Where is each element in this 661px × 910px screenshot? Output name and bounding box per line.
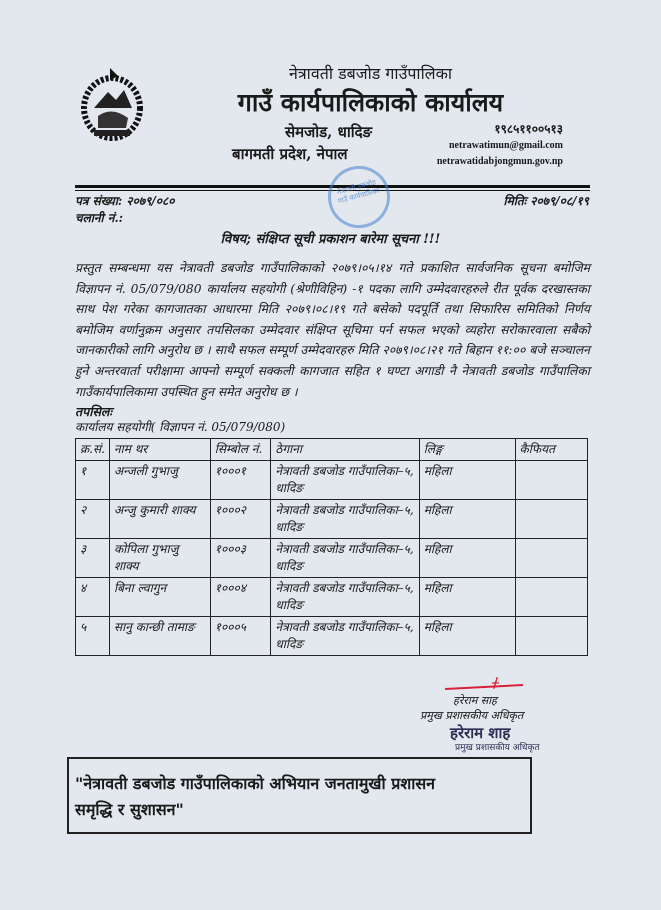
cell-name: कोपिला गुभाजु शाक्य xyxy=(109,539,210,578)
cell-gender: महिला xyxy=(419,461,515,500)
details-heading: तपसिलः xyxy=(75,404,112,420)
cell-gender: महिला xyxy=(419,539,515,578)
cell-remarks xyxy=(515,617,587,656)
cell-remarks xyxy=(515,500,587,539)
signatory-title: प्रमुख प्रशासकीय अधिकृत xyxy=(420,709,524,722)
phone-number: १९८५११००५१३ xyxy=(494,122,563,136)
motto-line-2: समृद्धि र सुशासन" xyxy=(75,800,184,819)
cell-serial: ४ xyxy=(76,578,110,617)
cell-remarks xyxy=(515,578,587,617)
signature-stroke xyxy=(445,684,523,690)
table-row xyxy=(76,539,588,578)
letter-date: मितिः २०७९/०८/१९ xyxy=(503,194,589,208)
table-caption: कार्यालय सहयोगी( विज्ञापन नं. 05/079/080) xyxy=(75,420,286,435)
dispatch-number: चलानी नं.: xyxy=(75,211,124,225)
cell-name: अन्जली गुभाजु xyxy=(109,461,210,500)
motto-box xyxy=(67,757,532,834)
cell-symbol: १०००३ xyxy=(210,539,271,578)
cell-serial: १ xyxy=(76,461,110,500)
cell-symbol: १०००१ xyxy=(210,461,271,500)
table-row xyxy=(76,617,588,656)
office-location: सेमजोड, धादिङ xyxy=(285,123,373,141)
cell-serial: ३ xyxy=(76,539,110,578)
municipality-name: नेत्रावती डबजोड गाउँपालिका xyxy=(288,64,453,83)
office-name: गाउँ कार्यपालिकाको कार्यालय xyxy=(237,88,504,117)
header-gender: लिङ्ग xyxy=(419,439,515,461)
cell-symbol: १०००४ xyxy=(210,578,271,617)
cell-address: नेत्रावती डबजोड गाउँपालिका–५, धादिङ xyxy=(271,578,419,617)
header-remarks: कैफियत xyxy=(515,439,587,461)
letter-body: प्रस्तुत सम्बन्धमा यस नेत्रावती डबजोड गाउँपालिकाको २०७९।०५।१४ गते प्रकाशित सार्वजनिक सूचना बमोजिम विज्ञापन नं. 05/079/080 कार्यालय सहयोगी (श्रेणीविहिन) -१ पदका लागि उम्मेदवारहरुले रीत पूर्वक दरखास्तका साथ पेश गरेका कागजातका आधारमा मिति २०७९।०८।१९ गते बसेको पदपूर्ति तथा सिफारिस समितिको निर्णय बमोजिम वर्णानुक्रम अनुसार तपसिलका उम्मेदवार संक्षिप्त सूचिमा पर्न सफल भएको व्यहोरा सरोकारवाला सबैको जानकारीको लागि अनुरोध छ । साथै सफल सम्पूर्ण उम्मेदवारहरु मिति २०७९।०८।२१ गते बिहान ११:०० बजे सञ्चालन हुने अन्तरवार्ता परीक्षामा आफ्नो सम्पूर्ण सक्कली कागजात सहित १ घण्टा अगाडी नै नेत्रावती डबजोड गाउँपालिका गाउँकार्यपालिकामा उपस्थित हुन समेत अनुरोध छ । xyxy=(75,261,590,399)
stamp-text: नेत्रावती डबजोड गाउँ कार्यपालिका xyxy=(336,178,381,206)
header-symbol: सिम्बोल नं. xyxy=(210,439,271,461)
cell-gender: महिला xyxy=(419,500,515,539)
cell-remarks xyxy=(515,461,587,500)
signature-mark: ᚋ xyxy=(492,675,499,691)
cell-remarks xyxy=(515,539,587,578)
cell-serial: २ xyxy=(76,500,110,539)
table-header-row xyxy=(76,439,588,461)
header-name: नाम थर xyxy=(109,439,210,461)
cell-serial: ५ xyxy=(76,617,110,656)
website: netrawatidabjongmun.gov.np xyxy=(436,156,563,167)
header-address: ठेगाना xyxy=(271,439,419,461)
office-province: बागमती प्रदेश, नेपाल xyxy=(232,145,348,163)
cell-symbol: १०००५ xyxy=(210,617,271,656)
cell-gender: महिला xyxy=(419,617,515,656)
cell-address: नेत्रावती डबजोड गाउँपालिका–५, धादिङ xyxy=(271,617,419,656)
cell-address: नेत्रावती डबजोड गाउँपालिका–५, धादिङ xyxy=(271,539,419,578)
reference-number: पत्र संख्या: २०७९/०८० xyxy=(75,194,175,208)
candidate-table xyxy=(75,438,588,656)
cell-symbol: १०००२ xyxy=(210,500,271,539)
name-stamp: हरेराम शाह xyxy=(450,724,511,742)
cell-name: सानु कान्छी तामाङ xyxy=(109,617,210,656)
office-stamp xyxy=(321,159,397,235)
letter-content xyxy=(75,258,590,656)
table-row xyxy=(76,461,588,500)
table-row xyxy=(76,578,588,617)
motto-line-1: "नेत्रावती डबजोड गाउँपालिकाको अभियान जनतामुखी प्रशासन xyxy=(75,774,436,793)
cell-address: नेत्रावती डबजोड गाउँपालिका–५, धादिङ xyxy=(271,500,419,539)
letter-subject: विषय; संक्षिप्त सूची प्रकाशन बारेमा सूचना !!! xyxy=(220,232,441,247)
cell-name: बिना ल्वागुन xyxy=(109,578,210,617)
cell-gender: महिला xyxy=(419,578,515,617)
cell-name: अन्जु कुमारी शाक्य xyxy=(109,500,210,539)
header-serial: क्र.सं. xyxy=(76,439,110,461)
signatory-name: हरेराम साह xyxy=(453,694,497,707)
title-stamp: प्रमुख प्रशासकीय अधिकृत xyxy=(455,743,540,753)
cell-address: नेत्रावती डबजोड गाउँपालिका–५, धादिङ xyxy=(271,461,419,500)
email-address: netrawatimun@gmail.com xyxy=(448,140,563,151)
table-row xyxy=(76,500,588,539)
